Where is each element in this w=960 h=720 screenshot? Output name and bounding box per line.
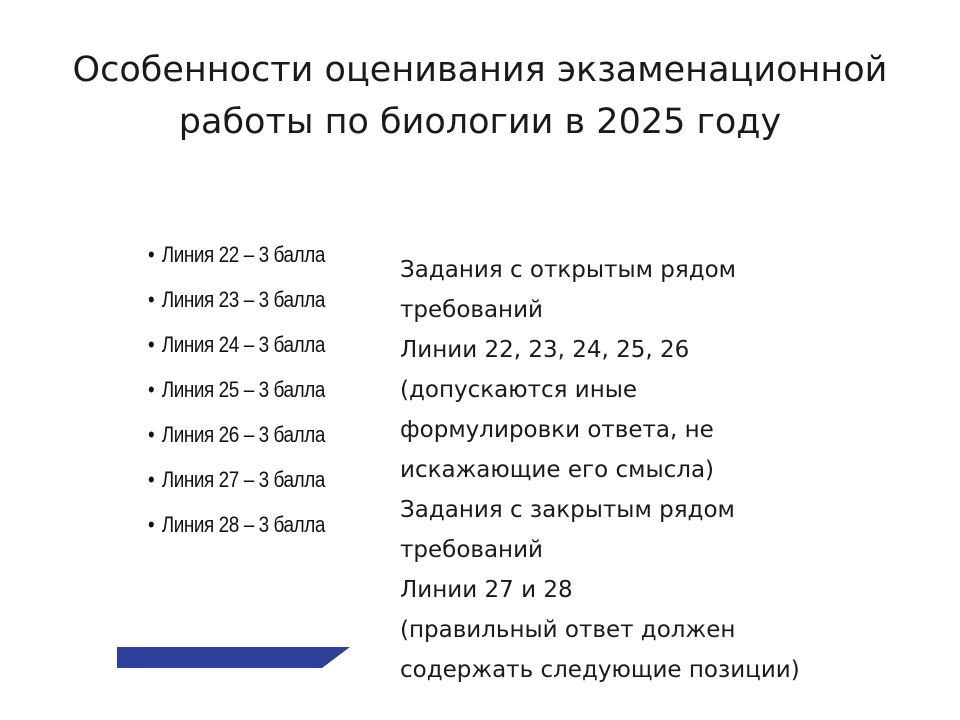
list-item-text: Линия 28 – 3 балла xyxy=(161,512,325,537)
open-tasks-line-4: (допускаются иные xyxy=(400,377,638,403)
closed-tasks-line-1: Задания с закрытым рядом xyxy=(400,497,735,523)
open-tasks-line-5: формулировки ответа, не xyxy=(400,417,714,443)
slide-title-line-1: Особенности оценивания экзаменационной xyxy=(72,50,888,90)
bullet-icon: • xyxy=(148,467,155,492)
open-tasks-description xyxy=(400,250,900,490)
list-item-text: Линия 22 – 3 балла xyxy=(161,242,325,267)
open-tasks-line-3: Линии 22, 23, 24, 25, 26 xyxy=(400,337,690,363)
closed-tasks-line-3: Линии 27 и 28 xyxy=(400,577,573,603)
list-item xyxy=(148,416,346,461)
closed-tasks-line-4: (правильный ответ должен xyxy=(400,617,736,643)
list-item-text: Линия 25 – 3 балла xyxy=(161,377,325,402)
closed-tasks-line-2: требований xyxy=(400,537,543,563)
closed-tasks-line-5: содержать следующие позиции) xyxy=(400,657,800,683)
closed-tasks-description xyxy=(400,490,900,690)
bullet-icon: • xyxy=(148,242,155,267)
list-item-text: Линия 24 – 3 балла xyxy=(161,332,325,357)
open-tasks-line-1: Задания с открытым рядом xyxy=(400,257,737,283)
list-item-text: Линия 27 – 3 балла xyxy=(161,467,325,492)
list-item xyxy=(148,461,346,506)
slide-title xyxy=(40,44,920,148)
decorative-accent-bar xyxy=(117,647,350,668)
bullet-icon: • xyxy=(148,287,155,312)
bullet-icon: • xyxy=(148,512,155,537)
list-item xyxy=(148,371,346,416)
bullet-icon: • xyxy=(148,422,155,447)
open-tasks-line-6: искажающие его смысла) xyxy=(400,457,715,483)
list-item-text: Линия 26 – 3 балла xyxy=(161,422,325,447)
lines-score-list xyxy=(148,236,378,551)
slide-title-line-2: работы по биологии в 2025 году xyxy=(178,102,782,142)
bullet-icon: • xyxy=(148,332,155,357)
open-tasks-line-2: требований xyxy=(400,297,543,323)
list-item-text: Линия 23 – 3 балла xyxy=(161,287,325,312)
list-item xyxy=(148,281,346,326)
list-item xyxy=(148,236,346,281)
list-item xyxy=(148,326,346,371)
list-item xyxy=(148,506,346,551)
bullet-icon: • xyxy=(148,377,155,402)
